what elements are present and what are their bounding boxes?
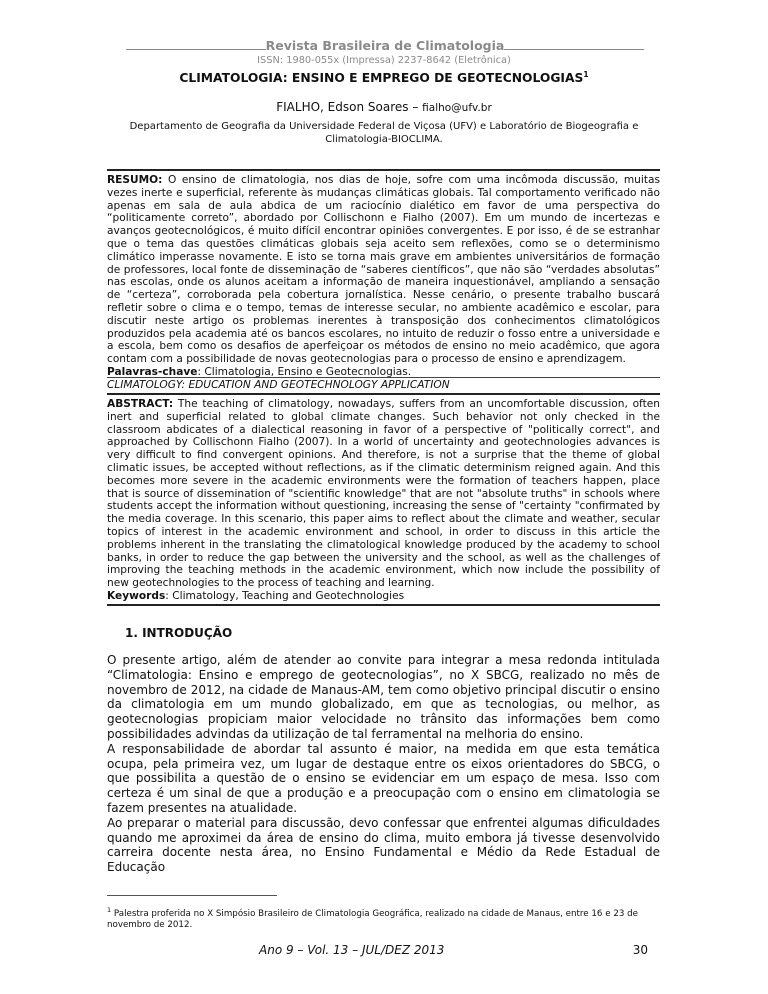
header-rule-left: [126, 39, 266, 50]
title-footnote-marker: 1: [583, 70, 589, 79]
abstract-block: [107, 398, 660, 603]
resumo-top-rule: [107, 169, 660, 171]
footnote-text: Palestra proferida no X Simpósio Brasileiro de Climatologia Geográfica, realizado na cidade de Manaus, entre 16 e 23 de novembro de 2012.: [107, 908, 638, 930]
issue-info: Ano 9 – Vol. 13 – JUL/DEZ 2013: [259, 943, 445, 957]
resumo-text: O ensino de climatologia, nos dias de hoje, sofre com uma incômoda discussão, muitas vezes inerte e superficial, referente às mudanças climáticas globais. Tal comportamento verificado não apenas em sala de aula abdica de um raciocínio dialético em favor de uma perspectiva do “politicamente correto”, abordado por Collischonn e Fialho (2007). Em um mundo de incertezas e avanços geotecnológicos, é muito difícil encontrar opiniões convergentes. E por isso, é de se estranhar que o tema das questões climáticas globais seja aceito sem reflexões, como se o determinismo climático imperasse novamente. E isto se torna mais grave em ambientes universitários de formação de professores, local fonte de disseminação de “saberes científicos”, que não são “verdades absolutas” nas escolas, onde os alunos aceitam a informação de maneira inquestionável, ampliando a sensação de “certeza”, corroborada pela cobertura jornalística. Nesse cenário, o presente trabalho buscará refletir sobre o clima e o tempo, temas de interesse secular, no ambiente acadêmico e escolar, para discutir neste artigo os problemas inerentes à transposição dos conhecimentos climatológicos produzidos pela academia até os bancos escolares, no intuito de reduzir o fosso entre a universidade e a escola, bem como os desafios de aperfeiçoar os métodos de ensino no meio acadêmico, que agora contam com a possibilidade de novas geotecnologias para o processo de ensino e aprendizagem.: [107, 174, 660, 366]
author-name: FIALHO, Edson Soares: [276, 100, 409, 114]
abstract-text: The teaching of climatology, nowadays, suffers from an uncomfortable discussion, often inert and superficial related to global climate changes. Such behavior not only checked in the classroom abdicates of a dialectical reasoning in favor of a perspective of "politically correct", and approached by Collischonn Fialho (2007). In a world of uncertainty and geotechnologies advances is very difficult to find convergent opinions. And therefore, is not a surprise that the theme of global climatic issues, be accepted without reflections, as if the climatic determinism reigned again. And this becomes more severe in the academic environments were the formation of teachers happen, place that is source of dissemination of "scientific knowledge" that are not "absolute truths" in schools where students accept the information without questioning, increasing the sense of "certainty "confirmated by the media coverage. In this scenario, this paper aims to reflect about the climate and weather, secular topics of interest in the academic environment and school, in order to discuss in this article the problems inherent in the translating the climatological knowledge produced by the academy to school banks, in order to reduce the gap between the university and the school, as well as the challenges of improving the teaching methods in the academic environment, which now include the possibility of new geotechnologies to the process of teaching and learning.: [107, 398, 660, 590]
author-email: fialho@ufv.br: [422, 102, 492, 114]
keywords-label: Keywords: [107, 589, 166, 602]
footnote: [107, 905, 660, 931]
paragraph: Ao preparar o material para discussão, devo confessar que enfrentei algumas dificuldades quando me aproximei da área de ensino do clima, muito embora já tivesse desenvolvido carreira docente nesta área, no Ensino Fundamental e Médio da Rede Estadual de Educação: [107, 815, 660, 875]
body-text: [107, 653, 660, 875]
abstract-bottom-rule: [107, 604, 660, 606]
journal-header: [105, 38, 665, 53]
author-line: FIALHO, Edson Soares – fialho@ufv.br: [276, 100, 492, 114]
affiliation: Departamento de Geografia da Universidade Federal de Viçosa (UFV) e Laboratório de Biogeografia e Climatologia-BIOCLIMA.: [129, 121, 639, 145]
footnote-number: 1: [107, 906, 112, 914]
abstract-top-rule: [107, 393, 660, 395]
palavras-chave: : Climatologia, Ensino e Geotecnologias.: [197, 365, 412, 378]
keywords: : Climatology, Teaching and Geotechnologies: [165, 589, 405, 602]
page-number: 30: [632, 943, 648, 957]
header-rule-right: [504, 39, 644, 50]
paragraph: A responsabilidade de abordar tal assunto é maior, na medida em que esta temática ocupa, pela primeira vez, um lugar de destaque entre os eixos orientadores do SBCG, o que possibilita a questão de o ensino se evidenciar em um espaço de mesa. Isso com certeza é um sinal de que a produção e a preocupação com o ensino em climatologia se fazem presentes na atualidade.: [107, 741, 660, 815]
journal-name: Revista Brasileira de Climatologia: [265, 38, 505, 53]
section-heading: 1. INTRODUÇÃO: [125, 626, 233, 640]
article-title: [0, 70, 768, 85]
english-title: CLIMATOLOGY: EDUCATION AND GEOTECHNOLOGY APPLICATION: [107, 379, 450, 391]
article-title-text: CLIMATOLOGIA: ENSINO E EMPREGO DE GEOTECNOLOGIAS: [179, 71, 584, 86]
abstract-title-rule: [107, 377, 660, 378]
resumo-block: [107, 174, 660, 379]
palavras-chave-label: Palavras-chave: [107, 365, 198, 378]
abstract-label: ABSTRACT:: [107, 398, 174, 410]
resumo-label: RESUMO:: [107, 174, 163, 186]
issn-line: ISSN: 1980-055x (Impressa) 2237-8642 (Eletrônica): [257, 55, 511, 66]
footnote-rule: [107, 895, 277, 896]
paragraph: O presente artigo, além de atender ao convite para integrar a mesa redonda intitulada “Climatologia: Ensino e emprego de geotecnologias”, no X SBCG, realizado no mês de novembro de 2012, na cidade de Manaus-AM, tem como objetivo principal discutir o ensino da climatologia em um mundo globalizado, em que as tecnologias, ou melhor, as geotecnologias propiciam maior velocidade no trânsito das informações bem como possibilidades advindas da utilização de tal ferramental na melhoria do ensino.: [107, 653, 660, 741]
